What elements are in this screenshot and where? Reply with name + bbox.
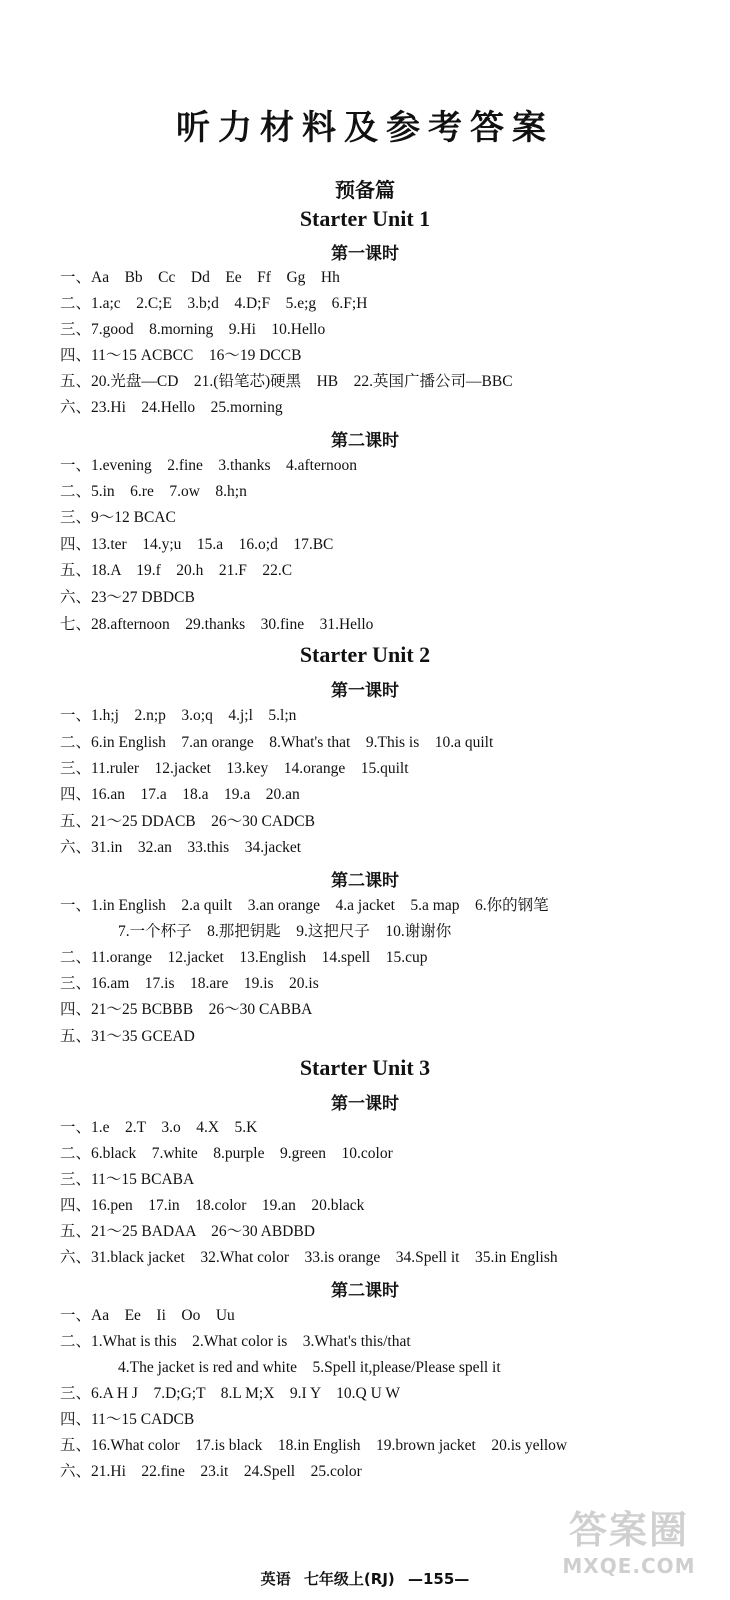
answer-line: 五、20.光盘—CD 21.(铅笔芯)硬黑 HB 22.英国广播公司—BBC (60, 373, 513, 390)
lesson-heading: 第二课时 (331, 431, 399, 451)
unit-heading: Starter Unit 3 (299, 1055, 431, 1080)
page-footer (0, 1568, 730, 1589)
answer-line: 二、6.in English 7.an orange 8.What's that 9.This is 10.a quilt (60, 734, 494, 751)
answer-line: 二、1.a;c 2.C;E 3.b;d 4.D;F 5.e;g 6.F;H (60, 295, 368, 312)
answer-line: 二、6.black 7.white 8.purple 9.green 10.color (60, 1145, 393, 1162)
answer-line: 七、28.afternoon 29.thanks 30.fine 31.Hello (60, 616, 374, 633)
answer-line: 一、Aa Ee Ii Oo Uu (60, 1307, 235, 1324)
unit-heading: Starter Unit 1 (299, 206, 431, 231)
answer-line: 四、21～25 BCBBB 26～30 CABBA (60, 1001, 313, 1018)
watermark-text: 答案圈 (568, 1508, 689, 1552)
answer-line: 六、31.black jacket 32.What color 33.is orange 34.Spell it 35.in English (60, 1249, 558, 1266)
answer-line: 一、1.evening 2.fine 3.thanks 4.afternoon (60, 457, 358, 474)
answer-line: 四、13.ter 14.y;u 15.a 16.o;d 17.BC (60, 536, 334, 553)
answer-line: 一、1.e 2.T 3.o 4.X 5.K (60, 1119, 258, 1136)
lesson-heading: 第一课时 (331, 681, 399, 701)
answer-line: 二、1.What is this 2.What color is 3.What's this/that (60, 1333, 411, 1350)
answer-line-continued: 4.The jacket is red and white 5.Spell it,please/Please spell it (118, 1359, 501, 1376)
watermark-url: MXQE.COM (562, 1554, 696, 1578)
answer-line: 四、16.an 17.a 18.a 19.a 20.an (60, 786, 300, 803)
answer-line: 五、31～35 GCEAD (60, 1028, 195, 1045)
part-heading: 预备篇 (335, 178, 395, 202)
answer-line: 三、11.ruler 12.jacket 13.key 14.orange 15.quilt (60, 760, 409, 777)
answer-line: 五、16.What color 17.is black 18.in English 19.brown jacket 20.is yellow (60, 1437, 568, 1454)
answer-line: 一、1.h;j 2.n;p 3.o;q 4.j;l 5.l;n (60, 707, 297, 724)
answer-line: 三、11～15 BCABA (60, 1171, 195, 1188)
footer-grade: 七年级上(RJ) (303, 1570, 395, 1588)
answer-line: 一、1.in English 2.a quilt 3.an orange 4.a jacket 5.a map 6.你的钢笔 (60, 897, 549, 914)
answer-line: 六、23.Hi 24.Hello 25.morning (60, 399, 283, 416)
unit-heading: Starter Unit 2 (299, 642, 431, 667)
answer-line: 五、18.A 19.f 20.h 21.F 22.C (60, 562, 293, 579)
lesson-heading: 第一课时 (331, 244, 399, 264)
answer-line: 六、21.Hi 22.fine 23.it 24.Spell 25.color (60, 1463, 362, 1480)
answer-line-continued: 7.一个杯子 8.那把钥匙 9.这把尺子 10.谢谢你 (118, 923, 452, 940)
answer-line: 六、31.in 32.an 33.this 34.jacket (60, 839, 302, 856)
page-number: —155— (408, 1570, 470, 1588)
answer-line: 四、11～15 CADCB (60, 1411, 195, 1428)
answer-line: 二、5.in 6.re 7.ow 8.h;n (60, 483, 247, 500)
answer-line: 三、7.good 8.morning 9.Hi 10.Hello (60, 321, 326, 338)
lesson-heading: 第二课时 (331, 1281, 399, 1301)
footer-subject: 英语 (260, 1570, 291, 1588)
answer-line: 三、9～12 BCAC (60, 509, 176, 526)
lesson-heading: 第一课时 (331, 1094, 399, 1114)
answer-line: 二、11.orange 12.jacket 13.English 14.spell 15.cup (60, 949, 428, 966)
answer-line: 六、23～27 DBDCB (60, 589, 195, 606)
page-title: 听力材料及参考答案 (176, 108, 554, 148)
answer-line: 四、11～15 ACBCC 16～19 DCCB (60, 347, 302, 364)
answer-line: 三、16.am 17.is 18.are 19.is 20.is (60, 975, 319, 992)
answer-line: 一、Aa Bb Cc Dd Ee Ff Gg Hh (60, 269, 340, 286)
answer-line: 三、6.A H J 7.D;G;T 8.L M;X 9.I Y 10.Q U W (60, 1385, 400, 1402)
answer-line: 五、21～25 BADAA 26～30 ABDBD (60, 1223, 315, 1240)
answer-line: 四、16.pen 17.in 18.color 19.an 20.black (60, 1197, 365, 1214)
lesson-heading: 第二课时 (331, 871, 399, 891)
answer-line: 五、21～25 DDACB 26～30 CADCB (60, 813, 315, 830)
